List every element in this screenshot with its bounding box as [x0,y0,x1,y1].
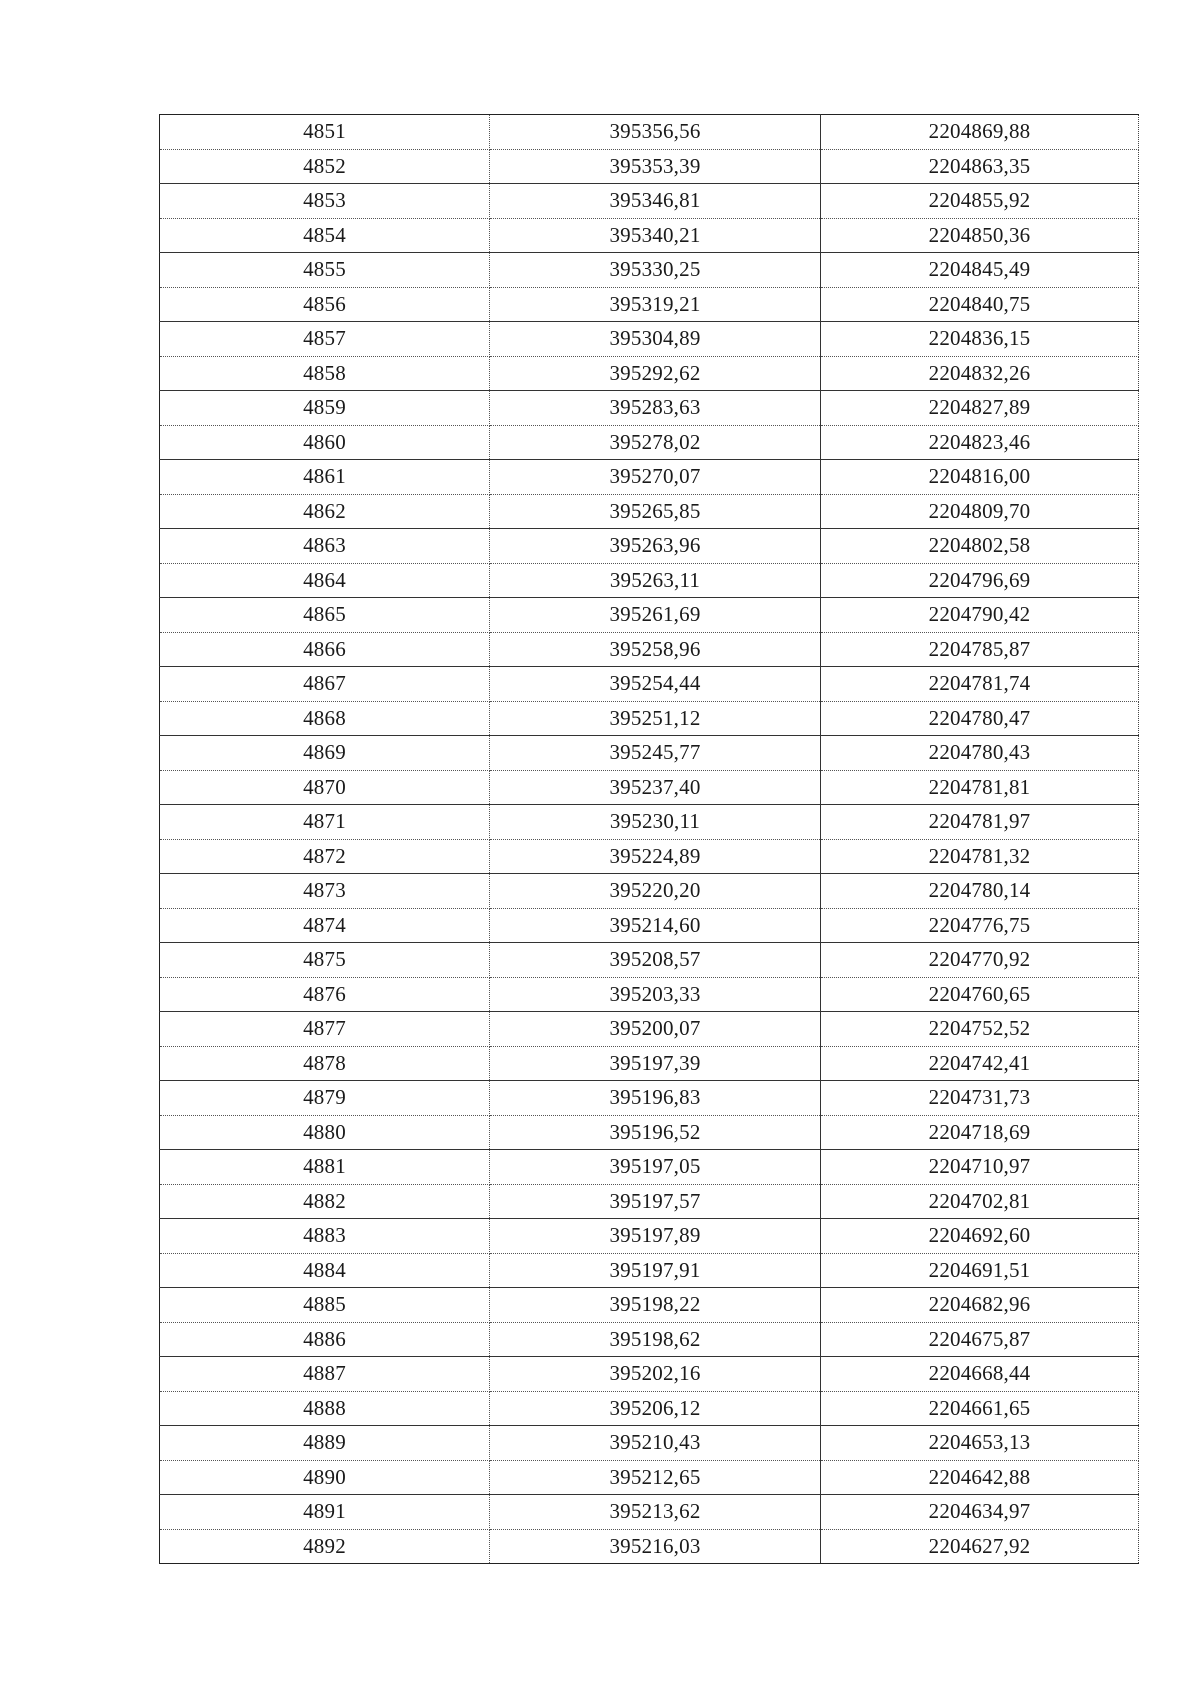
y-coordinate-cell: 2204642,88 [821,1460,1139,1495]
y-coordinate-cell: 2204781,97 [821,805,1139,840]
table-row [160,1150,1139,1185]
table-row [160,943,1139,978]
x-coordinate-cell: 395258,96 [490,632,821,667]
x-coordinate-cell: 395254,44 [490,667,821,702]
y-coordinate-cell: 2204781,74 [821,667,1139,702]
y-coordinate-cell: 2204760,65 [821,977,1139,1012]
x-coordinate-cell: 395346,81 [490,184,821,219]
point-number-cell: 4871 [160,805,490,840]
table-row [160,667,1139,702]
y-coordinate-cell: 2204827,89 [821,391,1139,426]
x-coordinate-cell: 395292,62 [490,356,821,391]
point-number-cell: 4884 [160,1253,490,1288]
y-coordinate-cell: 2204796,69 [821,563,1139,598]
point-number-cell: 4869 [160,736,490,771]
table-row [160,1288,1139,1323]
point-number-cell: 4876 [160,977,490,1012]
table-row [160,1460,1139,1495]
table-row [160,874,1139,909]
x-coordinate-cell: 395251,12 [490,701,821,736]
table-row [160,839,1139,874]
table-row [160,1081,1139,1116]
point-number-cell: 4886 [160,1322,490,1357]
point-number-cell: 4878 [160,1046,490,1081]
x-coordinate-cell: 395330,25 [490,253,821,288]
table-row [160,908,1139,943]
y-coordinate-cell: 2204840,75 [821,287,1139,322]
x-coordinate-cell: 395356,56 [490,115,821,150]
y-coordinate-cell: 2204855,92 [821,184,1139,219]
table-row [160,115,1139,150]
y-coordinate-cell: 2204785,87 [821,632,1139,667]
x-coordinate-cell: 395212,65 [490,1460,821,1495]
table-row [160,598,1139,633]
y-coordinate-cell: 2204668,44 [821,1357,1139,1392]
table-row [160,391,1139,426]
point-number-cell: 4881 [160,1150,490,1185]
point-number-cell: 4877 [160,1012,490,1047]
x-coordinate-cell: 395216,03 [490,1529,821,1564]
y-coordinate-cell: 2204627,92 [821,1529,1139,1564]
x-coordinate-cell: 395198,62 [490,1322,821,1357]
table-row [160,1322,1139,1357]
table-row [160,1115,1139,1150]
point-number-cell: 4855 [160,253,490,288]
y-coordinate-cell: 2204752,52 [821,1012,1139,1047]
x-coordinate-cell: 395202,16 [490,1357,821,1392]
x-coordinate-cell: 395197,39 [490,1046,821,1081]
x-coordinate-cell: 395353,39 [490,149,821,184]
x-coordinate-cell: 395304,89 [490,322,821,357]
y-coordinate-cell: 2204845,49 [821,253,1139,288]
point-number-cell: 4862 [160,494,490,529]
table-row [160,494,1139,529]
x-coordinate-cell: 395208,57 [490,943,821,978]
x-coordinate-cell: 395210,43 [490,1426,821,1461]
table-row [160,287,1139,322]
y-coordinate-cell: 2204691,51 [821,1253,1139,1288]
table-row [160,977,1139,1012]
y-coordinate-cell: 2204731,73 [821,1081,1139,1116]
point-number-cell: 4864 [160,563,490,598]
point-number-cell: 4872 [160,839,490,874]
table-row [160,1253,1139,1288]
x-coordinate-cell: 395200,07 [490,1012,821,1047]
x-coordinate-cell: 395261,69 [490,598,821,633]
point-number-cell: 4860 [160,425,490,460]
point-number-cell: 4852 [160,149,490,184]
table-row [160,1012,1139,1047]
point-number-cell: 4875 [160,943,490,978]
point-number-cell: 4890 [160,1460,490,1495]
y-coordinate-cell: 2204661,65 [821,1391,1139,1426]
y-coordinate-cell: 2204702,81 [821,1184,1139,1219]
table-row [160,770,1139,805]
table-row [160,1184,1139,1219]
point-number-cell: 4891 [160,1495,490,1530]
y-coordinate-cell: 2204692,60 [821,1219,1139,1254]
point-number-cell: 4885 [160,1288,490,1323]
y-coordinate-cell: 2204780,43 [821,736,1139,771]
table-row [160,701,1139,736]
x-coordinate-cell: 395214,60 [490,908,821,943]
point-number-cell: 4873 [160,874,490,909]
y-coordinate-cell: 2204718,69 [821,1115,1139,1150]
point-number-cell: 4854 [160,218,490,253]
y-coordinate-cell: 2204869,88 [821,115,1139,150]
x-coordinate-cell: 395206,12 [490,1391,821,1426]
y-coordinate-cell: 2204675,87 [821,1322,1139,1357]
point-number-cell: 4863 [160,529,490,564]
point-number-cell: 4861 [160,460,490,495]
y-coordinate-cell: 2204850,36 [821,218,1139,253]
x-coordinate-cell: 395237,40 [490,770,821,805]
point-number-cell: 4857 [160,322,490,357]
table-row [160,1219,1139,1254]
point-number-cell: 4889 [160,1426,490,1461]
x-coordinate-cell: 395196,52 [490,1115,821,1150]
coordinates-table [159,114,1139,1564]
x-coordinate-cell: 395278,02 [490,425,821,460]
table-row [160,356,1139,391]
table-row [160,1426,1139,1461]
y-coordinate-cell: 2204781,81 [821,770,1139,805]
y-coordinate-cell: 2204742,41 [821,1046,1139,1081]
table-row [160,529,1139,564]
y-coordinate-cell: 2204802,58 [821,529,1139,564]
point-number-cell: 4859 [160,391,490,426]
x-coordinate-cell: 395203,33 [490,977,821,1012]
y-coordinate-cell: 2204816,00 [821,460,1139,495]
table-row [160,1391,1139,1426]
x-coordinate-cell: 395270,07 [490,460,821,495]
y-coordinate-cell: 2204682,96 [821,1288,1139,1323]
table-row [160,1529,1139,1564]
point-number-cell: 4880 [160,1115,490,1150]
table-row [160,563,1139,598]
y-coordinate-cell: 2204780,14 [821,874,1139,909]
table-row [160,1357,1139,1392]
y-coordinate-cell: 2204776,75 [821,908,1139,943]
y-coordinate-cell: 2204809,70 [821,494,1139,529]
table-row [160,425,1139,460]
y-coordinate-cell: 2204781,32 [821,839,1139,874]
point-number-cell: 4892 [160,1529,490,1564]
x-coordinate-cell: 395197,91 [490,1253,821,1288]
table-row [160,632,1139,667]
point-number-cell: 4851 [160,115,490,150]
point-number-cell: 4883 [160,1219,490,1254]
table-row [160,736,1139,771]
x-coordinate-cell: 395263,96 [490,529,821,564]
coordinates-table-body [160,115,1139,1564]
x-coordinate-cell: 395263,11 [490,563,821,598]
y-coordinate-cell: 2204823,46 [821,425,1139,460]
point-number-cell: 4888 [160,1391,490,1426]
point-number-cell: 4887 [160,1357,490,1392]
x-coordinate-cell: 395197,89 [490,1219,821,1254]
point-number-cell: 4879 [160,1081,490,1116]
point-number-cell: 4856 [160,287,490,322]
table-row [160,460,1139,495]
point-number-cell: 4858 [160,356,490,391]
table-row [160,805,1139,840]
point-number-cell: 4865 [160,598,490,633]
y-coordinate-cell: 2204836,15 [821,322,1139,357]
x-coordinate-cell: 395283,63 [490,391,821,426]
table-row [160,184,1139,219]
point-number-cell: 4866 [160,632,490,667]
point-number-cell: 4867 [160,667,490,702]
y-coordinate-cell: 2204710,97 [821,1150,1139,1185]
point-number-cell: 4882 [160,1184,490,1219]
point-number-cell: 4874 [160,908,490,943]
table-row [160,322,1139,357]
table-row [160,1495,1139,1530]
x-coordinate-cell: 395198,22 [490,1288,821,1323]
x-coordinate-cell: 395197,57 [490,1184,821,1219]
x-coordinate-cell: 395224,89 [490,839,821,874]
y-coordinate-cell: 2204863,35 [821,149,1139,184]
x-coordinate-cell: 395213,62 [490,1495,821,1530]
y-coordinate-cell: 2204790,42 [821,598,1139,633]
table-row [160,218,1139,253]
point-number-cell: 4870 [160,770,490,805]
y-coordinate-cell: 2204634,97 [821,1495,1139,1530]
x-coordinate-cell: 395230,11 [490,805,821,840]
x-coordinate-cell: 395245,77 [490,736,821,771]
x-coordinate-cell: 395220,20 [490,874,821,909]
x-coordinate-cell: 395319,21 [490,287,821,322]
y-coordinate-cell: 2204780,47 [821,701,1139,736]
table-row [160,1046,1139,1081]
y-coordinate-cell: 2204770,92 [821,943,1139,978]
x-coordinate-cell: 395197,05 [490,1150,821,1185]
table-row [160,253,1139,288]
table-row [160,149,1139,184]
y-coordinate-cell: 2204832,26 [821,356,1139,391]
x-coordinate-cell: 395196,83 [490,1081,821,1116]
x-coordinate-cell: 395340,21 [490,218,821,253]
y-coordinate-cell: 2204653,13 [821,1426,1139,1461]
point-number-cell: 4853 [160,184,490,219]
x-coordinate-cell: 395265,85 [490,494,821,529]
point-number-cell: 4868 [160,701,490,736]
